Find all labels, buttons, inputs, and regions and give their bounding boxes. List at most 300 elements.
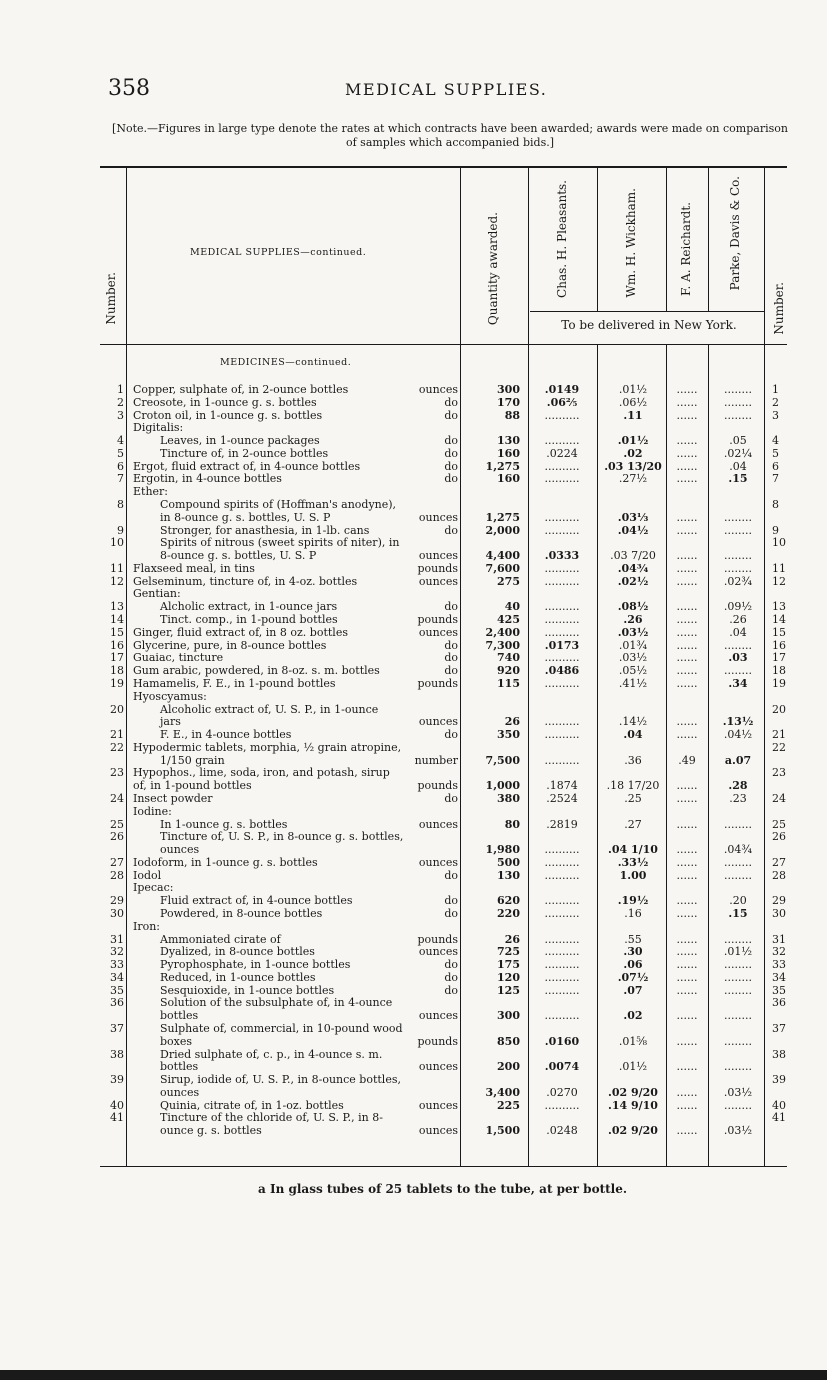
table-row <box>0 984 827 997</box>
item-unit: do <box>444 434 458 448</box>
item-unit: ounces <box>418 383 458 396</box>
price-pleasants: .0248 <box>546 1124 578 1138</box>
header-bidder-wickham: Wm. H. Wickham. <box>624 188 638 298</box>
item-unit: do <box>444 906 458 920</box>
item-description: Digitalis: <box>133 421 184 435</box>
price-parke-davis: .04¾ <box>723 843 753 857</box>
row-number: 9 <box>117 523 124 537</box>
price-reichardt: ...... <box>676 970 698 984</box>
price-parke-davis: ........ <box>724 395 752 409</box>
table-row <box>0 1022 827 1035</box>
row-number-right: 7 <box>772 472 779 486</box>
price-pleasants: .......... <box>544 651 580 665</box>
row-number-right: 15 <box>772 625 786 639</box>
price-wickham: .41½ <box>618 676 648 690</box>
price-parke-davis: ........ <box>724 523 752 537</box>
table-row <box>0 447 827 460</box>
price-pleasants: .......... <box>544 945 580 959</box>
quantity-awarded: 1,275 <box>485 459 520 473</box>
row-number-right: 38 <box>772 1047 786 1061</box>
table-bottom-rule <box>100 1166 787 1167</box>
price-reichardt: ...... <box>676 958 698 972</box>
table-row <box>0 703 827 716</box>
row-number: 6 <box>117 459 124 473</box>
price-reichardt: .49 <box>678 753 696 767</box>
price-parke-davis: ........ <box>724 638 752 652</box>
quantity-awarded: 160 <box>497 472 520 486</box>
table-row <box>0 1124 827 1137</box>
row-number: 15 <box>110 625 124 639</box>
price-wickham: .07½ <box>617 970 649 984</box>
item-description: Gentian: <box>133 587 181 601</box>
item-description: of, in 1-pound bottles <box>133 779 252 793</box>
price-parke-davis: ........ <box>724 970 752 984</box>
price-parke-davis: .03½ <box>723 1124 753 1138</box>
price-pleasants: .......... <box>544 472 580 486</box>
price-wickham: .36 <box>624 753 642 767</box>
row-number: 4 <box>117 434 124 448</box>
item-unit: do <box>444 651 458 665</box>
price-wickham: .04 <box>623 728 643 742</box>
row-number: 16 <box>110 638 124 652</box>
row-number: 10 <box>110 536 124 550</box>
price-parke-davis: .02¾ <box>723 574 753 588</box>
price-parke-davis: ........ <box>724 958 752 972</box>
table-row <box>0 587 827 600</box>
price-reichardt: ...... <box>676 549 698 563</box>
price-pleasants: .0160 <box>544 1034 580 1048</box>
price-parke-davis: .02¼ <box>723 446 753 460</box>
row-number-right: 33 <box>772 958 786 972</box>
table-row <box>0 383 827 396</box>
item-unit: do <box>444 868 458 882</box>
table-top-rule <box>100 166 787 168</box>
row-number-right: 12 <box>772 574 786 588</box>
table-row <box>0 881 827 894</box>
row-number: 23 <box>110 766 124 780</box>
price-parke-davis: ........ <box>724 561 752 575</box>
quantity-awarded: 380 <box>497 791 520 805</box>
row-number: 21 <box>110 728 124 742</box>
item-unit: do <box>444 395 458 409</box>
item-unit: do <box>444 600 458 614</box>
item-description: Powdered, in 8-ounce bottles <box>160 906 323 920</box>
price-parke-davis: ........ <box>724 868 752 882</box>
price-parke-davis: .05 <box>729 434 747 448</box>
price-pleasants: .......... <box>544 715 580 729</box>
table-row <box>0 396 827 409</box>
price-wickham: 1.00 <box>619 868 647 882</box>
row-number: 40 <box>110 1098 124 1112</box>
price-wickham: .26 <box>623 613 643 627</box>
price-parke-davis: ........ <box>724 1060 752 1074</box>
table-row <box>0 600 827 613</box>
item-description: Leaves, in 1-ounce packages <box>160 434 320 448</box>
price-wickham: .02 <box>623 1009 643 1023</box>
quantity-awarded: 80 <box>504 817 520 831</box>
table-row <box>0 907 827 920</box>
price-reichardt: ...... <box>676 408 698 422</box>
price-reichardt: ...... <box>676 791 698 805</box>
item-unit: ounces <box>418 1098 458 1112</box>
price-wickham: .02 <box>623 446 643 460</box>
row-number-right: 32 <box>772 945 786 959</box>
price-pleasants: .0270 <box>546 1085 578 1099</box>
table-row <box>0 639 827 652</box>
item-description: Fluid extract of, in 4-ounce bottles <box>160 894 353 908</box>
item-unit: pounds <box>417 613 458 627</box>
item-description: Stronger, for anasthesia, in 1-lb. cans <box>160 523 370 537</box>
row-number: 13 <box>110 600 124 614</box>
item-unit: ounces <box>418 945 458 959</box>
item-description: Guaiac, tincture <box>133 651 224 665</box>
price-reichardt: ...... <box>676 843 698 857</box>
item-description: jars <box>160 715 181 729</box>
price-pleasants: .......... <box>544 843 580 857</box>
item-unit: ounces <box>418 574 458 588</box>
row-number: 28 <box>110 868 124 882</box>
item-description: bottles <box>160 1060 199 1074</box>
price-reichardt: ...... <box>676 1098 698 1112</box>
price-reichardt: ...... <box>676 510 698 524</box>
row-number: 19 <box>110 676 124 690</box>
table-row <box>0 869 827 882</box>
item-unit: pounds <box>417 1034 458 1048</box>
price-reichardt: ...... <box>676 1085 698 1099</box>
table-row <box>0 754 827 767</box>
price-reichardt: ...... <box>676 383 698 396</box>
price-pleasants: .......... <box>544 434 580 448</box>
table-row <box>0 1048 827 1061</box>
price-wickham: .04½ <box>617 523 649 537</box>
item-unit: ounces <box>418 715 458 729</box>
price-pleasants: .0333 <box>544 549 580 563</box>
quantity-awarded: 620 <box>497 894 520 908</box>
table-row <box>0 971 827 984</box>
row-number-right: 5 <box>772 446 779 460</box>
item-unit: ounces <box>418 1009 458 1023</box>
item-unit: do <box>444 638 458 652</box>
item-unit: do <box>444 446 458 460</box>
table-row <box>0 690 827 703</box>
quantity-awarded: 26 <box>504 932 520 946</box>
row-number: 22 <box>110 740 124 754</box>
quantity-awarded: 7,500 <box>485 753 520 767</box>
price-wickham: .18 17/20 <box>606 779 660 793</box>
price-pleasants: .06⅖ <box>546 395 578 409</box>
subsection-title: MEDICINES—continued. <box>220 357 352 368</box>
table-row <box>0 1035 827 1048</box>
table-row <box>0 818 827 831</box>
quantity-awarded: 850 <box>497 1034 520 1048</box>
row-number-right: 2 <box>772 395 779 409</box>
price-reichardt: ...... <box>676 664 698 678</box>
row-number-right: 28 <box>772 868 786 882</box>
item-unit: do <box>444 459 458 473</box>
quantity-awarded: 425 <box>497 613 520 627</box>
price-wickham: .03 13/20 <box>604 459 662 473</box>
table-row <box>0 626 827 639</box>
item-unit: ounces <box>418 1124 458 1138</box>
quantity-awarded: 175 <box>497 958 520 972</box>
price-wickham: .07 <box>623 983 643 997</box>
price-wickham: .04 1/10 <box>608 843 658 857</box>
price-pleasants: .......... <box>544 676 580 690</box>
item-unit: number <box>414 753 458 767</box>
table-row <box>0 524 827 537</box>
header-delivery: To be delivered in New York. <box>561 318 737 332</box>
table-row <box>0 549 827 562</box>
quantity-awarded: 115 <box>497 676 520 690</box>
price-pleasants: .......... <box>544 970 580 984</box>
price-wickham: .16 <box>624 906 642 920</box>
item-unit: pounds <box>417 676 458 690</box>
quantity-awarded: 130 <box>497 434 520 448</box>
row-number: 37 <box>110 1022 124 1035</box>
price-wickham: .27½ <box>618 472 648 486</box>
quantity-awarded: 300 <box>497 1009 520 1023</box>
price-pleasants: .0149 <box>544 383 580 396</box>
price-pleasants: .......... <box>544 574 580 588</box>
row-number-right: 22 <box>772 740 786 754</box>
quantity-awarded: 88 <box>504 408 520 422</box>
price-wickham: .02 9/20 <box>608 1085 658 1099</box>
price-reichardt: ...... <box>676 906 698 920</box>
price-parke-davis: .34 <box>728 676 748 690</box>
price-reichardt: ...... <box>676 868 698 882</box>
row-number-right: 21 <box>772 728 786 742</box>
item-description: In 1-ounce g. s. bottles <box>160 817 288 831</box>
price-parke-davis: ........ <box>724 408 752 422</box>
price-reichardt: ...... <box>676 779 698 793</box>
item-description: Reduced, in 1-ounce bottles <box>160 970 316 984</box>
table-row <box>0 472 827 485</box>
price-wickham: .02 9/20 <box>608 1124 658 1138</box>
row-number: 12 <box>110 574 124 588</box>
row-number: 26 <box>110 830 124 844</box>
quantity-awarded: 4,400 <box>485 549 520 563</box>
price-wickham: .02½ <box>617 574 649 588</box>
item-description: ounces <box>160 843 200 857</box>
price-parke-davis: .03½ <box>723 1085 753 1099</box>
price-reichardt: ...... <box>676 613 698 627</box>
row-number-right: 24 <box>772 791 786 805</box>
price-reichardt: ...... <box>676 395 698 409</box>
header-section: MEDICAL SUPPLIES—continued. <box>190 247 367 258</box>
price-pleasants: .......... <box>544 906 580 920</box>
price-wickham: .08½ <box>617 600 649 614</box>
contract-note: [Note.—Figures in large type denote the rates at which contracts have been awarded; awards were made on comparison of samples which accompanied bids.] <box>112 122 788 149</box>
table-row <box>0 421 827 434</box>
price-parke-davis: .26 <box>729 613 747 627</box>
item-description: ounces <box>160 1085 200 1099</box>
price-reichardt: ...... <box>676 932 698 946</box>
item-description: Sesquioxide, in 1-ounce bottles <box>160 983 335 997</box>
quantity-awarded: 300 <box>497 383 520 396</box>
table-row <box>0 1073 827 1086</box>
price-wickham: .25 <box>624 791 642 805</box>
price-pleasants: .0074 <box>544 1060 580 1074</box>
price-wickham: .11 <box>623 408 643 422</box>
row-number: 36 <box>110 996 124 1010</box>
price-parke-davis: ........ <box>724 1009 752 1023</box>
price-reichardt: ...... <box>676 574 698 588</box>
price-wickham: .14½ <box>618 715 648 729</box>
quantity-awarded: 725 <box>497 945 520 959</box>
price-pleasants: .......... <box>544 459 580 473</box>
price-reichardt: ...... <box>676 728 698 742</box>
table-row <box>0 575 827 588</box>
row-number-right: 20 <box>772 702 786 716</box>
price-reichardt: ...... <box>676 945 698 959</box>
quantity-awarded: 40 <box>504 600 520 614</box>
item-description: in 8-ounce g. s. bottles, U. S. P <box>160 510 331 524</box>
page-title: MEDICAL SUPPLIES. <box>345 80 548 99</box>
row-number-right: 19 <box>772 676 786 690</box>
item-description: Hypophos., lime, soda, iron, and potash, sirup <box>133 766 390 780</box>
item-description: Ergotin, in 4-ounce bottles <box>133 472 282 486</box>
price-wickham: .01½ <box>618 383 648 396</box>
item-description: boxes <box>160 1034 193 1048</box>
table-row <box>0 933 827 946</box>
quantity-awarded: 3,400 <box>485 1085 520 1099</box>
price-wickham: .06 <box>623 958 643 972</box>
row-number-right: 14 <box>772 613 786 627</box>
price-parke-davis: .01½ <box>723 945 753 959</box>
row-number: 39 <box>110 1073 124 1087</box>
header-bidder-reichardt: F. A. Reichardt. <box>679 202 693 297</box>
table-row <box>0 805 827 818</box>
price-pleasants: .......... <box>544 408 580 422</box>
quantity-awarded: 125 <box>497 983 520 997</box>
item-description: Sulphate of, commercial, in 10-pound wood <box>160 1022 403 1035</box>
item-unit: do <box>444 664 458 678</box>
item-unit: ounces <box>418 625 458 639</box>
price-parke-davis: ........ <box>724 510 752 524</box>
price-reichardt: ...... <box>676 1124 698 1138</box>
price-wickham: .01½ <box>617 434 649 448</box>
item-description: Ipecac: <box>133 881 174 895</box>
item-unit: do <box>444 791 458 805</box>
price-pleasants: .2819 <box>546 817 578 831</box>
header-bidder-pleasants: Chas. H. Pleasants. <box>555 180 569 298</box>
table-row <box>0 728 827 741</box>
item-description: Alcoholic extract of, U. S. P., in 1-ounce <box>160 702 379 716</box>
table-row <box>0 562 827 575</box>
price-parke-davis: .03 <box>728 651 748 665</box>
page-number: 358 <box>108 76 150 101</box>
item-unit: do <box>444 894 458 908</box>
item-description: Hyoscyamus: <box>133 689 207 703</box>
item-description: Solution of the subsulphate of, in 4-ounce <box>160 996 393 1010</box>
price-reichardt: ...... <box>676 434 698 448</box>
item-unit: do <box>444 472 458 486</box>
quantity-awarded: 26 <box>504 715 520 729</box>
table-row <box>0 613 827 626</box>
quantity-awarded: 740 <box>497 651 520 665</box>
delivery-rule <box>530 311 764 312</box>
row-number-right: 9 <box>772 523 779 537</box>
table-row <box>0 651 827 664</box>
price-parke-davis: .04½ <box>723 728 753 742</box>
price-pleasants: .......... <box>544 625 580 639</box>
row-number-right: 39 <box>772 1073 786 1087</box>
row-number: 35 <box>110 983 124 997</box>
price-parke-davis: .28 <box>728 779 748 793</box>
table-row <box>0 511 827 524</box>
table-row <box>0 677 827 690</box>
price-reichardt: ...... <box>676 651 698 665</box>
row-number: 32 <box>110 945 124 959</box>
item-description: Iodoform, in 1-ounce g. s. bottles <box>133 855 318 869</box>
price-pleasants: .0173 <box>544 638 580 652</box>
row-number: 25 <box>110 817 124 831</box>
row-number-right: 3 <box>772 408 779 422</box>
row-number-right: 35 <box>772 983 786 997</box>
row-number-right: 17 <box>772 651 786 665</box>
item-description: Ergot, fluid extract of, in 4-ounce bottles <box>133 459 361 473</box>
quantity-awarded: 225 <box>497 1098 520 1112</box>
row-number: 27 <box>110 855 124 869</box>
item-unit: pounds <box>417 561 458 575</box>
price-pleasants: .......... <box>544 523 580 537</box>
row-number: 30 <box>110 906 124 920</box>
table-row <box>0 1009 827 1022</box>
price-wickham: .19½ <box>617 894 649 908</box>
price-wickham: .30 <box>623 945 643 959</box>
price-parke-davis: ........ <box>724 383 752 396</box>
item-unit: do <box>444 970 458 984</box>
quantity-awarded: 160 <box>497 446 520 460</box>
item-description: Iodol <box>133 868 162 882</box>
quantity-awarded: 920 <box>497 664 520 678</box>
table-row <box>0 843 827 856</box>
table-row <box>0 894 827 907</box>
item-description: Tincture of, in 2-ounce bottles <box>160 446 329 460</box>
table-row <box>0 409 827 422</box>
item-description: Spirits of nitrous (sweet spirits of niter), in <box>160 536 400 550</box>
item-unit: do <box>444 523 458 537</box>
item-description: Hypodermic tablets, morphia, ½ grain atropine, <box>133 740 402 754</box>
price-parke-davis: .15 <box>728 906 748 920</box>
item-description: Creosote, in 1-ounce g. s. bottles <box>133 395 317 409</box>
item-description: Dyalized, in 8-ounce bottles <box>160 945 315 959</box>
price-wickham: .05½ <box>618 664 648 678</box>
price-pleasants: .......... <box>544 600 580 614</box>
row-number-right: 10 <box>772 536 786 550</box>
item-description: Croton oil, in 1-ounce g. s. bottles <box>133 408 323 422</box>
price-pleasants: .2524 <box>546 791 578 805</box>
row-number-right: 27 <box>772 855 786 869</box>
item-description: Pyrophosphate, in 1-ounce bottles <box>160 958 351 972</box>
item-unit: do <box>444 728 458 742</box>
price-pleasants: .......... <box>544 510 580 524</box>
price-wickham: .14 9/10 <box>608 1098 658 1112</box>
item-description: Gelseminum, tincture of, in 4-oz. bottles <box>133 574 358 588</box>
item-description: Hamamelis, F. E., in 1-pound bottles <box>133 676 336 690</box>
row-number-right: 34 <box>772 970 786 984</box>
item-description: Tinct. comp., in 1-pound bottles <box>160 613 338 627</box>
item-description: Iodine: <box>133 804 172 818</box>
table-row <box>0 830 827 843</box>
row-number-right: 36 <box>772 996 786 1010</box>
table-row <box>0 996 827 1009</box>
table-row <box>0 766 827 779</box>
price-reichardt: ...... <box>676 983 698 997</box>
row-number-right: 4 <box>772 434 779 448</box>
table-row <box>0 460 827 473</box>
item-description: Tincture of the chloride of, U. S. P., in 8- <box>160 1111 383 1125</box>
